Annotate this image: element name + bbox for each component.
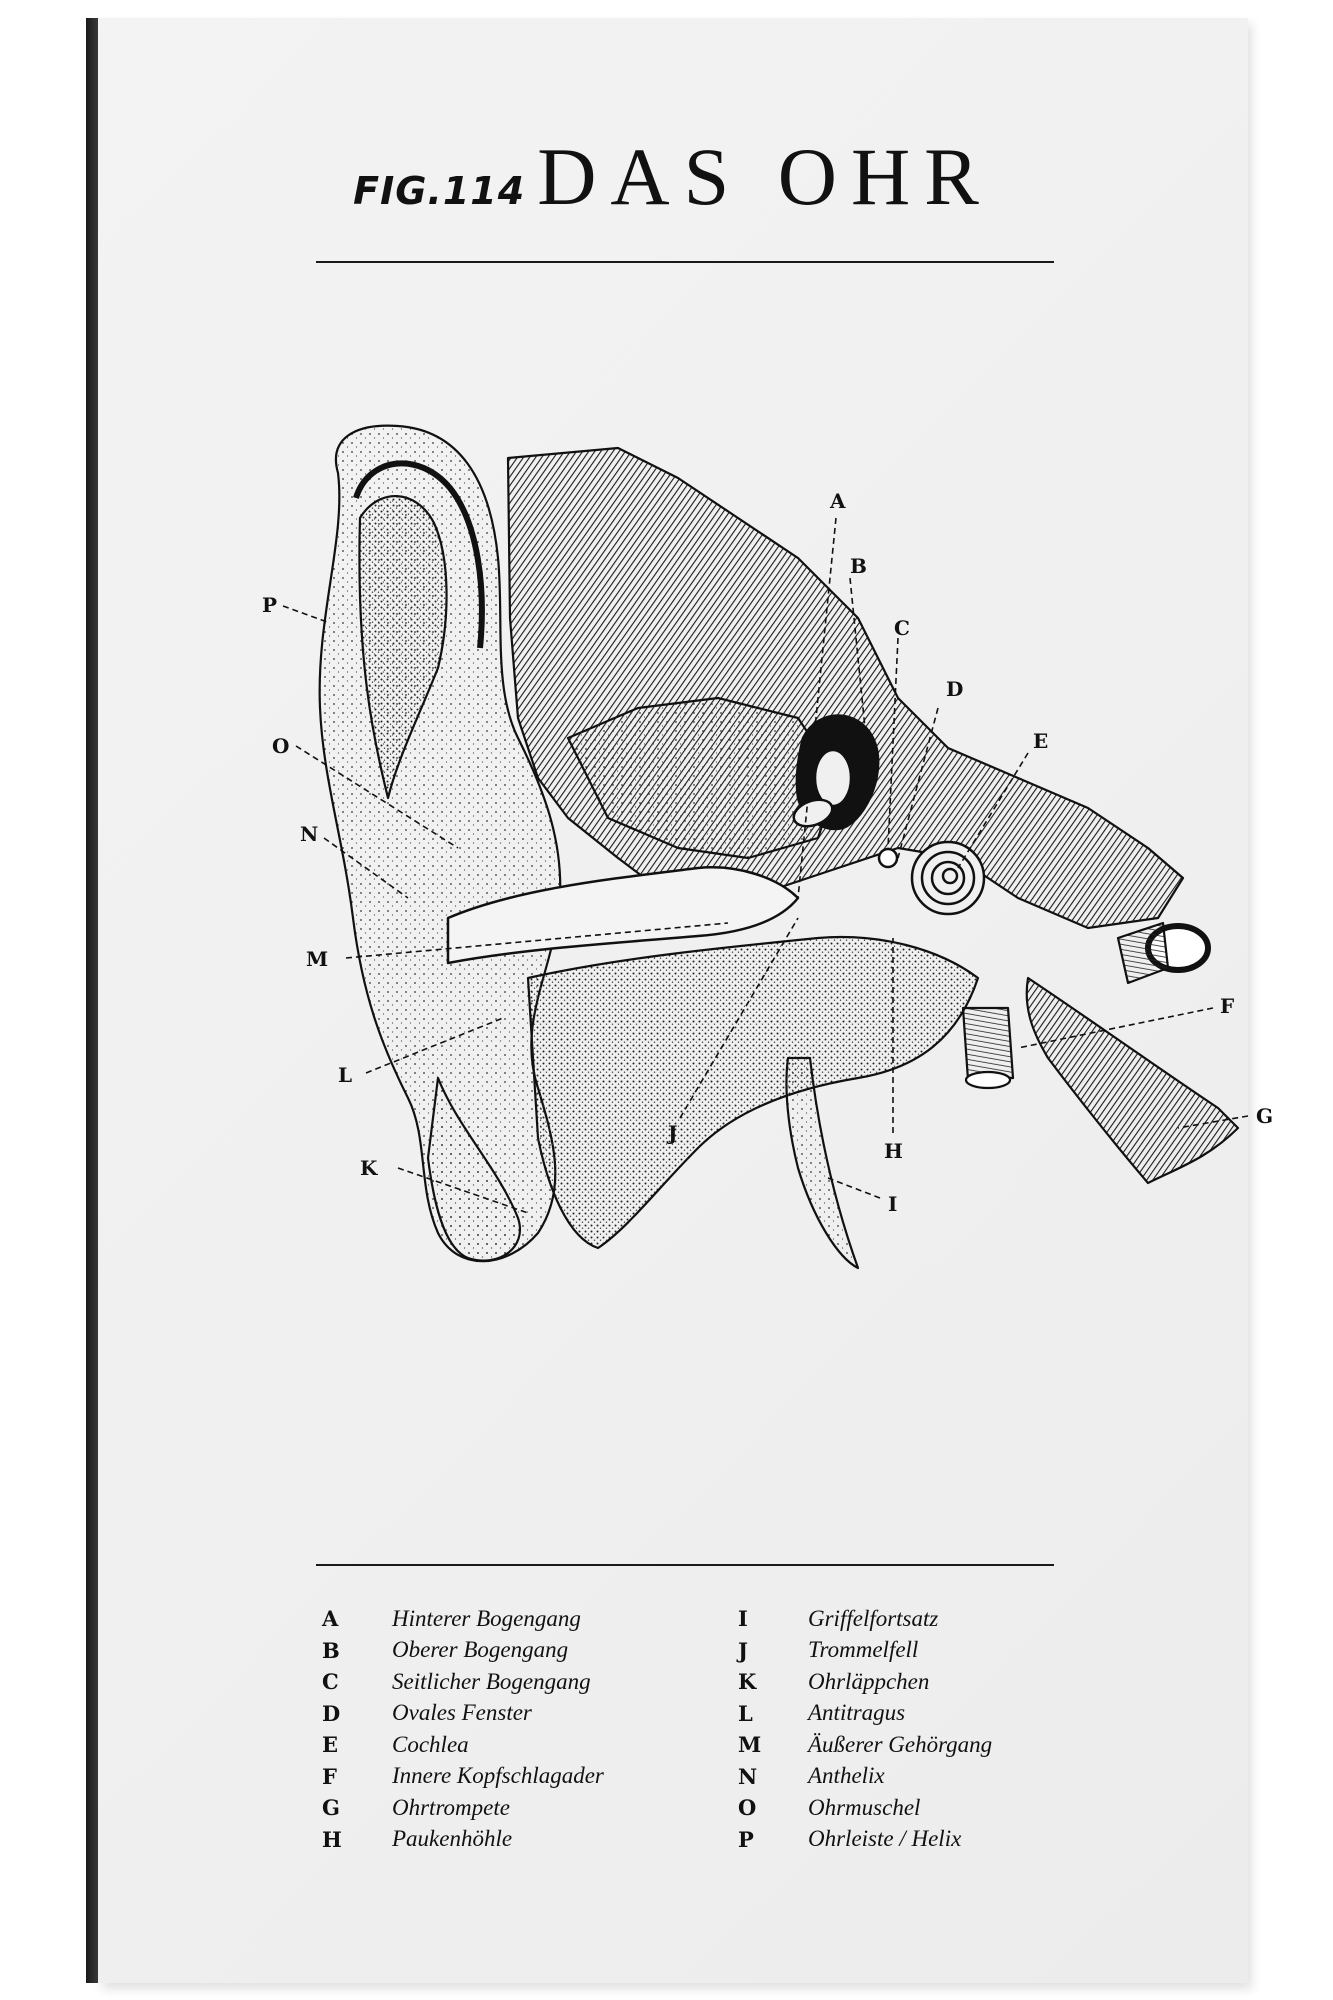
legend-label: Ohrleiste / Helix: [808, 1826, 962, 1852]
legend-label: Trommelfell: [808, 1637, 919, 1663]
figure-label: FIG.114: [353, 169, 526, 213]
legend-row: [320, 1603, 740, 1635]
legend-row: [320, 1792, 740, 1824]
legend-row: [320, 1729, 740, 1761]
legend-row: [320, 1761, 740, 1793]
legend-letter: P: [738, 1826, 754, 1852]
legend-row: [320, 1635, 740, 1667]
legend-label: Äußerer Gehörgang: [808, 1731, 993, 1757]
legend-row: [736, 1603, 1156, 1635]
legend-divider: [316, 1564, 1054, 1566]
callout-g: G: [1256, 1104, 1274, 1128]
legend-row: [320, 1824, 740, 1856]
legend-letter: E: [322, 1732, 339, 1758]
callout-h: H: [884, 1139, 903, 1163]
legend-letter: L: [738, 1700, 753, 1726]
legend-column-left: [320, 1603, 740, 1855]
callout-d: D: [946, 677, 964, 701]
legend-column-right: [736, 1603, 1156, 1855]
legend-label: Ohrtrompete: [392, 1794, 510, 1820]
legend-row: [736, 1824, 1156, 1856]
callout-i: I: [888, 1192, 898, 1216]
legend-label: Ohrmuschel: [808, 1794, 921, 1820]
legend-letter: K: [738, 1669, 757, 1695]
callout-n: N: [300, 822, 319, 846]
legend-row: [736, 1698, 1156, 1730]
callout-p: P: [262, 593, 278, 617]
panel-edge: [86, 18, 98, 1983]
legend-label: Anthelix: [808, 1763, 885, 1789]
styloid-process: [786, 1058, 858, 1268]
lower-bone: [528, 937, 978, 1248]
legend-label: Cochlea: [392, 1731, 469, 1757]
legend-letter: B: [322, 1637, 340, 1663]
legend-row: [320, 1698, 740, 1730]
carotid-opening: [966, 1072, 1010, 1088]
oval-window: [879, 849, 897, 867]
legend-letter: N: [738, 1763, 758, 1789]
callout-e: E: [1033, 729, 1049, 753]
callout-o: O: [272, 734, 290, 758]
legend-label: Paukenhöhle: [392, 1826, 513, 1852]
carotid-artery: [963, 1008, 1013, 1080]
legend-letter: G: [322, 1795, 340, 1821]
legend-letter: H: [322, 1826, 342, 1852]
callout-a: A: [830, 489, 846, 513]
legend-letter: M: [738, 1732, 762, 1758]
legend-row: [320, 1666, 740, 1698]
legend-label: Griffelfortsatz: [808, 1605, 939, 1631]
legend-label: Innere Kopfschlagader: [392, 1763, 604, 1789]
legend-row: [736, 1729, 1156, 1761]
legend-letter: D: [322, 1700, 341, 1726]
legend-label: Seitlicher Bogengang: [392, 1668, 591, 1694]
callout-m: M: [306, 947, 329, 971]
title-text: DAS OHR: [537, 131, 993, 222]
poster-panel: [98, 18, 1274, 1983]
legend-label: Antitragus: [808, 1700, 906, 1726]
legend-letter: C: [322, 1669, 339, 1695]
legend-label: Hinterer Bogengang: [392, 1605, 581, 1631]
tube-cylinder: [1118, 923, 1168, 983]
callout-f: F: [1220, 994, 1235, 1018]
callout-c: C: [894, 616, 910, 640]
legend-letter: F: [322, 1763, 337, 1789]
eustachian-tube: [1027, 978, 1238, 1183]
legend-row: [736, 1666, 1156, 1698]
callout-l: L: [338, 1063, 353, 1087]
legend-label: Ovales Fenster: [392, 1700, 532, 1726]
legend-label: Oberer Bogengang: [392, 1637, 569, 1663]
legend-letter: A: [322, 1606, 339, 1632]
legend-row: [736, 1792, 1156, 1824]
temporal-bone: [508, 448, 1183, 928]
legend-row: [736, 1635, 1156, 1667]
legend-letter: I: [738, 1606, 748, 1632]
callout-j: J: [668, 1121, 678, 1145]
legend-row: [736, 1761, 1156, 1793]
legend-letter: J: [738, 1637, 748, 1663]
canal-lumen-1: [815, 750, 851, 806]
legend-letter: O: [738, 1795, 757, 1821]
legend-label: Ohrläppchen: [808, 1668, 930, 1694]
callout-k: K: [360, 1156, 378, 1180]
callout-b: B: [850, 554, 867, 578]
